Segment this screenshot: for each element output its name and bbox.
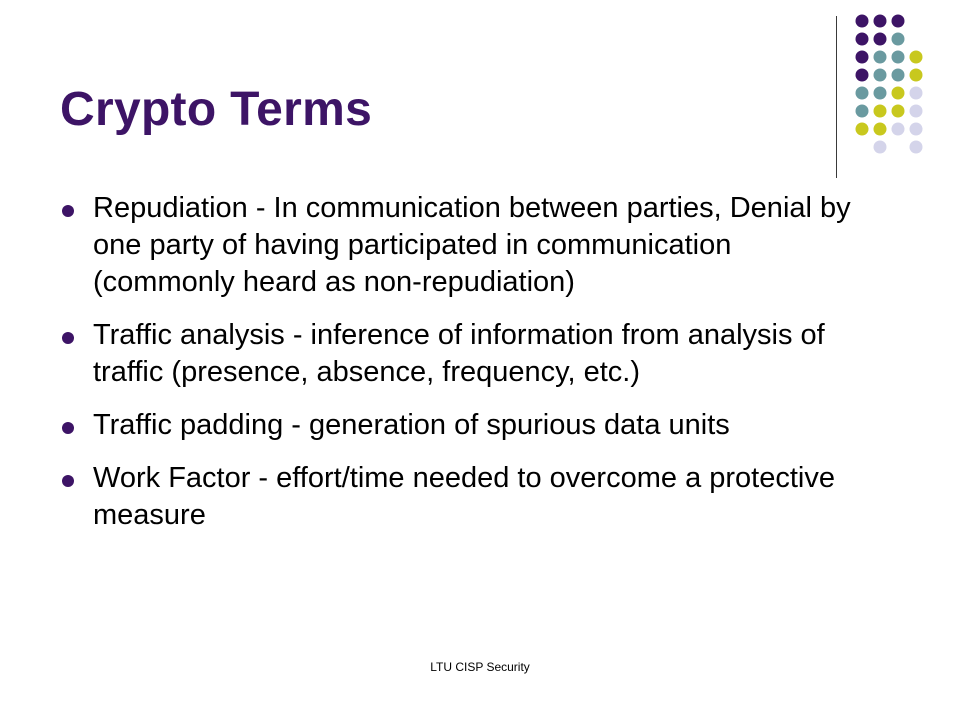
decorative-dot <box>874 15 887 28</box>
decorative-dot <box>892 105 905 118</box>
decorative-dot <box>856 123 869 136</box>
decorative-dot <box>856 87 869 100</box>
decorative-dot <box>874 69 887 82</box>
slide-title: Crypto Terms <box>60 83 373 136</box>
decorative-dot <box>874 123 887 136</box>
decorative-dot <box>892 51 905 64</box>
decorative-dot <box>910 105 923 118</box>
decorative-dot <box>856 15 869 28</box>
decorative-dot <box>910 69 923 82</box>
decorative-dot <box>874 105 887 118</box>
slide-footer: LTU CISP Security <box>430 660 530 674</box>
decorative-dot <box>874 51 887 64</box>
decorative-dot <box>874 141 887 154</box>
decorative-dot <box>892 33 905 46</box>
decorative-dot <box>892 69 905 82</box>
title-divider-line <box>836 16 837 178</box>
decorative-dot <box>892 123 905 136</box>
bullet-item-repudiation: Repudiation - In communication between parties, Denial by one party of having participated in communication (commonly heard as non-repudiation) <box>60 190 880 301</box>
bullet-item-traffic-padding: Traffic padding - generation of spurious data units <box>60 407 880 444</box>
decorative-dot <box>856 51 869 64</box>
decorative-dot <box>910 87 923 100</box>
decorative-dot <box>910 123 923 136</box>
bullet-list <box>60 190 880 550</box>
decorative-dot <box>910 141 923 154</box>
decorative-dot <box>856 105 869 118</box>
decorative-dot <box>856 69 869 82</box>
decorative-dot <box>856 33 869 46</box>
bullet-item-work-factor: Work Factor - effort/time needed to overcome a protective measure <box>60 460 880 534</box>
bullet-item-traffic-analysis: Traffic analysis - inference of information from analysis of traffic (presence, absence, frequency, etc.) <box>60 317 880 391</box>
decorative-dot <box>874 87 887 100</box>
decorative-dot <box>874 33 887 46</box>
decorative-dot <box>892 15 905 28</box>
decorative-dot <box>910 51 923 64</box>
decorative-dot <box>892 87 905 100</box>
